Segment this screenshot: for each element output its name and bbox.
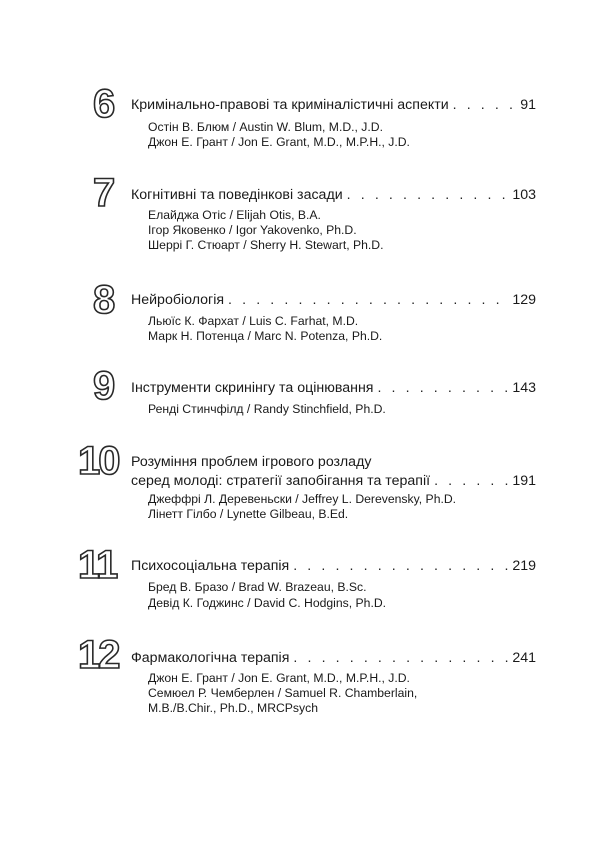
dot-leader xyxy=(228,291,508,309)
page-number: 241 xyxy=(512,650,536,666)
page-number: 219 xyxy=(512,558,536,574)
page-number: 191 xyxy=(512,473,536,489)
page-number: 143 xyxy=(512,380,536,396)
chapter-number: 7 xyxy=(93,171,114,215)
chapter-title-line[interactable] xyxy=(131,291,536,309)
chapter-number: 11 xyxy=(78,543,117,587)
author-line: Марк Н. Потенца / Marc N. Potenza, Ph.D. xyxy=(148,329,383,343)
chapter-number: 10 xyxy=(78,439,119,483)
chapter-title-line[interactable] xyxy=(131,186,536,204)
chapter-number: 8 xyxy=(93,278,114,322)
dot-leader xyxy=(377,379,508,397)
dot-leader xyxy=(293,649,508,667)
chapter-title-line[interactable] xyxy=(131,379,536,397)
chapter-title-line[interactable] xyxy=(131,649,536,667)
chapter-number: 6 xyxy=(93,82,114,126)
dot-leader xyxy=(453,96,517,114)
chapter-title: Фармакологічна терапія xyxy=(131,650,290,666)
chapter-number: 9 xyxy=(93,364,114,408)
page-number: 103 xyxy=(512,187,536,203)
author-line: Девід К. Годжинс / David C. Hodgins, Ph.D. xyxy=(148,596,387,610)
chapter-title: Кримінально-правові та криміналістичні аспекти xyxy=(131,97,449,113)
chapter-title: Нейробіологія xyxy=(131,292,225,308)
chapter-title-line[interactable] xyxy=(131,96,536,114)
chapter-title-line[interactable] xyxy=(131,472,536,490)
chapter-title: Інструменти скринінгу та оцінювання xyxy=(131,380,374,396)
chapter-title: Розуміння проблем ігрового розладу xyxy=(131,454,372,470)
author-line: Семюел Р. Чемберлен / Samuel R. Chamberlain, xyxy=(148,686,418,700)
author-line: Льюїс К. Фархат / Luis C. Farhat, M.D. xyxy=(148,314,359,328)
author-line: Джеффрі Л. Деревеньски / Jeffrey L. Derevensky, Ph.D. xyxy=(148,492,457,506)
chapter-title: Психосоціальна терапія xyxy=(131,558,290,574)
dot-leader xyxy=(434,472,508,490)
chapter-title-line[interactable] xyxy=(131,453,536,471)
chapter-number: 12 xyxy=(78,633,119,677)
dot-leader xyxy=(347,186,509,204)
author-line: Бред В. Бразо / Brad W. Brazeau, B.Sc. xyxy=(148,580,367,594)
chapter-title-line[interactable] xyxy=(131,557,536,575)
author-line: Шеррі Г. Стюарт / Sherry H. Stewart, Ph.D. xyxy=(148,238,384,252)
author-line: Лінетт Гілбо / Lynette Gilbeau, B.Ed. xyxy=(148,507,349,521)
author-line: Джон Е. Грант / Jon E. Grant, M.D., M.P.H., J.D. xyxy=(148,135,410,149)
chapter-title: Когнітивні та поведінкові засади xyxy=(131,187,343,203)
author-line: Остін В. Блюм / Austin W. Blum, M.D., J.D. xyxy=(148,120,383,134)
page-number: 129 xyxy=(512,292,536,308)
author-line: M.B./B.Chir., Ph.D., MRCPsych xyxy=(148,701,318,715)
author-line: Джон Е. Грант / Jon E. Grant, M.D., M.P.H., J.D. xyxy=(148,671,410,685)
author-line: Ігор Яковенко / Igor Yakovenko, Ph.D. xyxy=(148,223,357,237)
author-line: Ренді Стинчфілд / Randy Stinchfield, Ph.D. xyxy=(148,402,386,416)
chapter-title: серед молоді: стратегії запобігання та терапії xyxy=(131,473,431,489)
page-number: 91 xyxy=(520,97,536,113)
author-line: Елайджа Отіс / Elijah Otis, B.A. xyxy=(148,208,321,222)
dot-leader xyxy=(293,557,508,575)
